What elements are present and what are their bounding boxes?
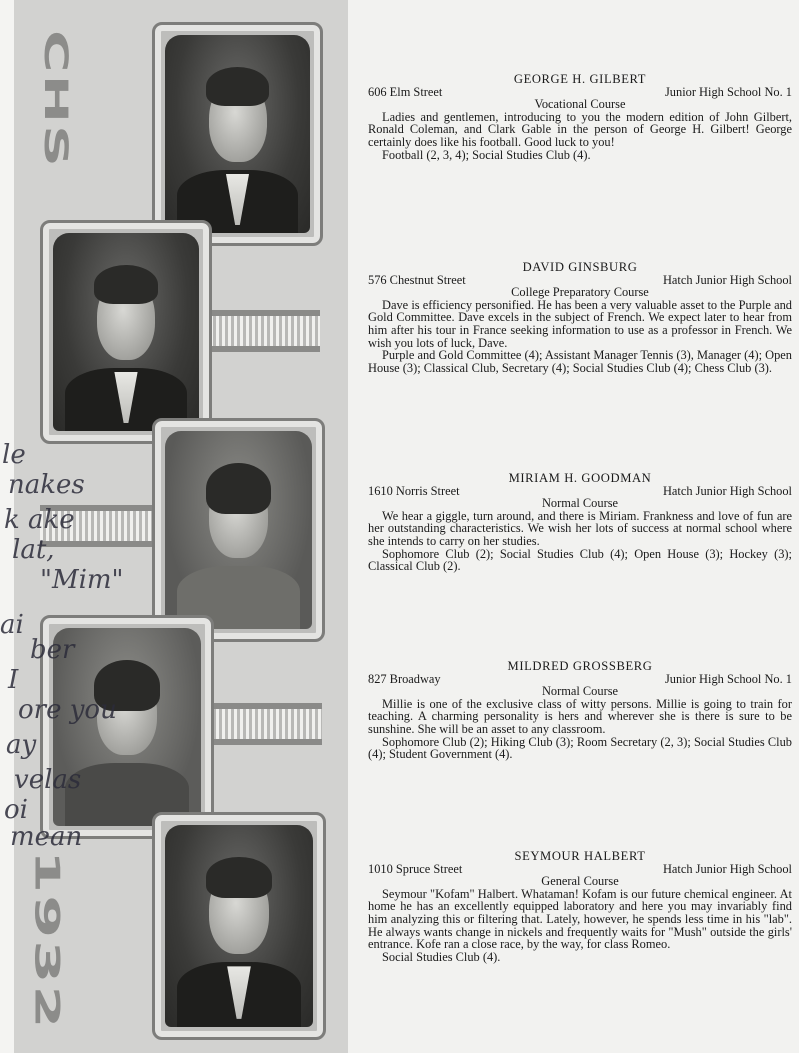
portrait-photo-gilbert [165,35,310,233]
portrait-photo-goodman [165,431,312,629]
student-entry [368,73,792,161]
student-school: Junior High School No. 1 [664,671,792,686]
handwritten-signature: le nakes k ake lat, "Mim" ai ber I ore you ay velas oi mean [0,440,124,852]
student-name: GEORGE H. GILBERT [513,72,647,86]
student-school: Hatch Junior High School [662,483,792,498]
student-activities: Sophomore Club (2); Hiking Club (3); Room Secretary (2, 3); Social Studies Club (4); Student Government (4). [368,734,792,762]
student-school: Hatch Junior High School [662,272,792,287]
student-activities: Football (2, 3, 4); Social Studies Club (4). [382,147,591,162]
student-entry [368,850,792,963]
decorative-bar [210,703,322,745]
student-entry [368,660,792,761]
student-description: Ladies and gentlemen, introducing to you the modern edition of John Gilbert, Ronald Coleman, and Clark Gable in the person of George H. Gilbert! George certainly does like his football. Good luck to you! [368,109,792,149]
portrait-photo-halbert [165,825,313,1027]
student-name: SEYMOUR HALBERT [514,849,646,863]
student-course: General Course [541,874,619,889]
student-school: Junior High School No. 1 [664,84,792,99]
student-name: DAVID GINSBURG [522,260,638,274]
student-address: 606 Elm Street [368,84,443,99]
portrait-frame [40,220,212,444]
student-address: 576 Chestnut Street [368,272,466,287]
decorative-bar [210,310,320,352]
student-course: Normal Course [541,684,619,699]
student-address: 827 Broadway [368,671,441,686]
student-activities: Sophomore Club (2); Social Studies Club (4); Open House (3); Hockey (3); Classical Club (2). [368,546,792,574]
student-description: Seymour "Kofam" Halbert. Whataman! Kofam is our future chemical engineer. At home he has an excellently equipped laboratory and here you may invariably find him analyzing this or filtering that. Lately, however, he spends less time in his "lab". He always wants change in nickels and frequently waits for "Mush" outside the girls' entrance. Kofe ran a close race, by the way, for class Romeo. [368,886,792,952]
year-lettering: 1932 [27,850,68,1031]
student-address: 1610 Norris Street [368,483,460,498]
student-name: MIRIAM H. GOODMAN [508,471,652,485]
student-address: 1010 Spruce Street [368,861,463,876]
student-activities: Purple and Gold Committee (4); Assistant Manager Tennis (3), Manager (4); Open House (3); Classical Club, Secretary (4); Social Studies Club (4); Chess Club (3). [368,348,792,375]
portrait-frame [152,418,325,642]
student-description: Dave is efficiency personified. He has been a very valuable asset to the Purple and Gold Committee. Dave excels in the subject of French. We expect later to hear from him after his tour in France seeking information to use as a professor in French. We wish you lots of luck, Dave. [368,297,792,350]
chs-lettering: CHS [37,30,75,169]
student-course: Normal Course [541,496,619,511]
student-description: We hear a giggle, turn around, and there is Miriam. Frankness and love of fun are her outstanding characteristics. We wish her lots of success at normal school where she intends to carry on her studies. [368,508,792,548]
student-course: Vocational Course [534,97,626,112]
portrait-frame [152,812,326,1040]
student-course: College Preparatory Course [511,285,649,300]
student-entry [368,472,792,573]
student-description: Millie is one of the exclusive class of witty persons. Millie is going to train for teaching. A charming personality is hers and wherever she is there is sure to be sunshine. She will be an asset to any classroom. [368,696,792,736]
student-school: Hatch Junior High School [662,861,792,876]
portrait-photo-ginsburg [53,233,199,431]
student-activities: Social Studies Club (4). [382,949,501,964]
portrait-frame [152,22,323,246]
student-name: MILDRED GROSSBERG [507,659,653,673]
student-entry [368,261,792,374]
